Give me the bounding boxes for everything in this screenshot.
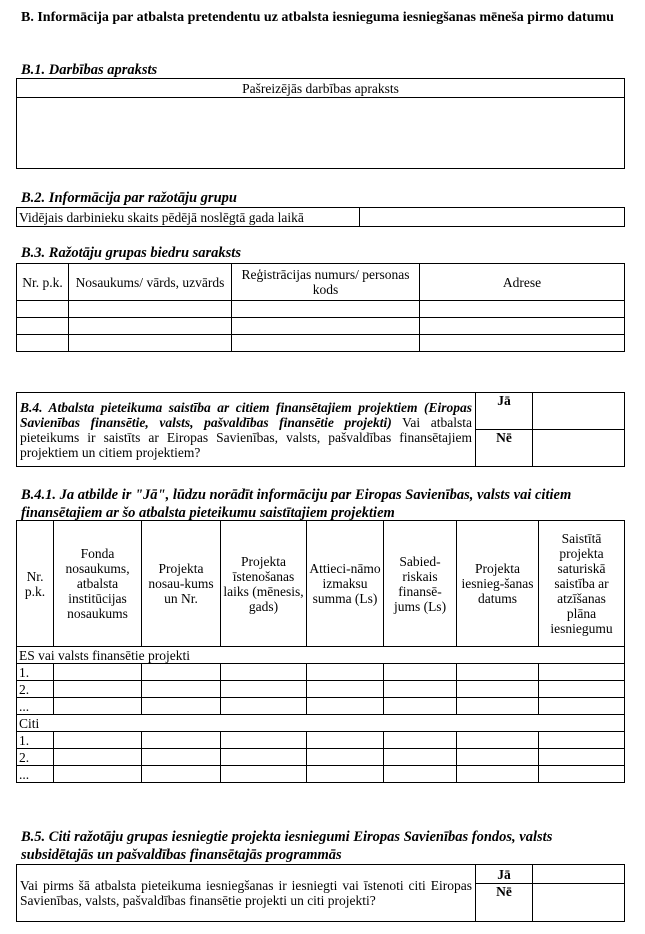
b41-group-other: Citi bbox=[17, 715, 625, 732]
table-cell[interactable] bbox=[420, 318, 625, 335]
table-cell[interactable] bbox=[69, 301, 232, 318]
table-cell[interactable] bbox=[221, 698, 307, 715]
b4-yes-label: Jā bbox=[476, 393, 533, 430]
b41-heading-text: B.4.1. Ja atbilde ir "Jā", lūdzu norādīt informāciju par Eiropas Savienības, valsts vai citiem finansētajiem ar šo atbalsta pieteikumu saistītajiem projektiem bbox=[21, 487, 572, 521]
table-cell[interactable] bbox=[384, 681, 457, 698]
b4-no-label: Nē bbox=[476, 430, 533, 467]
table-row bbox=[17, 301, 625, 318]
row-number: ... bbox=[17, 698, 54, 715]
table-cell[interactable] bbox=[221, 664, 307, 681]
b4-text-cell bbox=[17, 393, 476, 467]
table-cell[interactable] bbox=[54, 749, 142, 766]
b1-table bbox=[16, 78, 625, 169]
b1-header-cell: Pašreizējās darbības apraksts bbox=[17, 79, 625, 98]
table-cell[interactable] bbox=[539, 698, 625, 715]
section-b-title: B. Informācija par atbalsta pretendentu uz atbalsta iesnieguma iesniegšanas mēneša pirmo datumu bbox=[21, 10, 614, 25]
b3-table bbox=[16, 263, 625, 352]
b5-question: Vai pirms šā atbalsta pieteikuma iesniegšanas ir iesniegti vai īstenoti citi Eiropas Savienības, valsts, pašvaldības finansētie projekti un citi projekti? bbox=[17, 865, 476, 922]
b41-table bbox=[16, 520, 625, 783]
table-cell[interactable] bbox=[539, 681, 625, 698]
b41-col-project: Projekta nosau-kums un Nr. bbox=[142, 521, 221, 647]
table-row bbox=[17, 335, 625, 352]
b5-heading-text: B.5. Citi ražotāju grupas iesniegtie projekta iesniegumi Eiropas Savienības fondos, valsts subsidētajās un pašvaldības finansētajās programmās bbox=[21, 829, 553, 863]
row-number: ... bbox=[17, 766, 54, 783]
row-number: 2. bbox=[17, 681, 54, 698]
table-cell[interactable] bbox=[384, 698, 457, 715]
b2-employee-count-field[interactable] bbox=[360, 208, 625, 227]
table-cell[interactable] bbox=[69, 335, 232, 352]
b4-yes-checkbox[interactable] bbox=[533, 393, 625, 430]
b4-no-checkbox[interactable] bbox=[533, 430, 625, 467]
table-cell[interactable] bbox=[307, 698, 384, 715]
table-cell[interactable] bbox=[17, 335, 69, 352]
table-cell[interactable] bbox=[142, 664, 221, 681]
table-cell[interactable] bbox=[420, 335, 625, 352]
table-cell[interactable] bbox=[539, 766, 625, 783]
table-cell[interactable] bbox=[221, 766, 307, 783]
table-cell[interactable] bbox=[384, 766, 457, 783]
table-cell[interactable] bbox=[457, 681, 539, 698]
table-cell[interactable] bbox=[54, 732, 142, 749]
b5-no-checkbox[interactable] bbox=[533, 884, 625, 922]
b41-col-nr: Nr. p.k. bbox=[17, 521, 54, 647]
table-cell[interactable] bbox=[54, 766, 142, 783]
b5-heading bbox=[21, 828, 625, 864]
b2-label-cell: Vidējais darbinieku skaits pēdējā noslēgtā gada laikā bbox=[17, 208, 360, 227]
b5-table bbox=[16, 864, 625, 922]
row-number: 2. bbox=[17, 749, 54, 766]
table-cell[interactable] bbox=[221, 681, 307, 698]
b41-group-es: ES vai valsts finansētie projekti bbox=[17, 647, 625, 664]
table-cell[interactable] bbox=[457, 698, 539, 715]
table-cell[interactable] bbox=[307, 766, 384, 783]
b4-heading: B.4. Atbalsta pieteikuma saistība ar citiem finansētajiem projektiem (Eiropas Savienības finansētie, valsts, pašvaldības finansētie projekti) bbox=[20, 399, 472, 430]
table-cell[interactable] bbox=[221, 749, 307, 766]
table-cell[interactable] bbox=[221, 732, 307, 749]
b5-yes-label: Jā bbox=[476, 865, 533, 884]
b5-no-label: Nē bbox=[476, 884, 533, 922]
b3-heading: B.3. Ražotāju grupas biedru saraksts bbox=[21, 245, 241, 261]
b41-col-fund: Fonda nosaukums, atbalsta institūcijas nosaukums bbox=[54, 521, 142, 647]
b41-col-public-funding: Sabied-riskais finansē-jums (Ls) bbox=[384, 521, 457, 647]
table-row bbox=[17, 732, 625, 749]
table-cell[interactable] bbox=[142, 766, 221, 783]
table-cell[interactable] bbox=[384, 749, 457, 766]
table-cell[interactable] bbox=[457, 766, 539, 783]
table-cell[interactable] bbox=[232, 335, 420, 352]
b41-col-costs: Attieci-nāmo izmaksu summa (Ls) bbox=[307, 521, 384, 647]
table-cell[interactable] bbox=[54, 664, 142, 681]
table-cell[interactable] bbox=[307, 749, 384, 766]
table-cell[interactable] bbox=[232, 318, 420, 335]
table-cell[interactable] bbox=[307, 681, 384, 698]
table-row bbox=[17, 318, 625, 335]
table-row bbox=[17, 681, 625, 698]
table-cell[interactable] bbox=[384, 732, 457, 749]
table-cell[interactable] bbox=[307, 664, 384, 681]
table-cell[interactable] bbox=[539, 664, 625, 681]
table-cell[interactable] bbox=[539, 732, 625, 749]
table-cell[interactable] bbox=[17, 318, 69, 335]
b4-table bbox=[16, 392, 625, 467]
b41-heading bbox=[21, 486, 625, 522]
table-cell[interactable] bbox=[142, 749, 221, 766]
table-cell[interactable] bbox=[17, 301, 69, 318]
row-number: 1. bbox=[17, 732, 54, 749]
table-cell[interactable] bbox=[142, 698, 221, 715]
table-cell[interactable] bbox=[232, 301, 420, 318]
table-cell[interactable] bbox=[420, 301, 625, 318]
b41-col-period: Projekta īstenošanas laiks (mēnesis, gads) bbox=[221, 521, 307, 647]
b3-col-nr: Nr. p.k. bbox=[17, 264, 69, 301]
b3-col-name: Nosaukums/ vārds, uzvārds bbox=[69, 264, 232, 301]
b41-col-date: Projekta iesnieg-šanas datums bbox=[457, 521, 539, 647]
table-cell[interactable] bbox=[384, 664, 457, 681]
table-cell[interactable] bbox=[539, 749, 625, 766]
table-cell[interactable] bbox=[54, 681, 142, 698]
table-row bbox=[17, 664, 625, 681]
table-cell[interactable] bbox=[457, 749, 539, 766]
table-row bbox=[17, 766, 625, 783]
table-cell[interactable] bbox=[142, 681, 221, 698]
b2-heading: B.2. Informācija par ražotāju grupu bbox=[21, 190, 237, 206]
table-cell[interactable] bbox=[69, 318, 232, 335]
table-row bbox=[17, 698, 625, 715]
table-cell[interactable] bbox=[457, 664, 539, 681]
b3-col-address: Adrese bbox=[420, 264, 625, 301]
b1-heading: B.1. Darbības apraksts bbox=[21, 62, 158, 78]
table-cell[interactable] bbox=[54, 698, 142, 715]
table-cell[interactable] bbox=[142, 732, 221, 749]
b5-yes-checkbox[interactable] bbox=[533, 865, 625, 884]
row-number: 1. bbox=[17, 664, 54, 681]
table-row bbox=[17, 749, 625, 766]
b41-col-relation: Saistītā projekta saturiskā saistība ar atzīšanas plāna iesniegumu bbox=[539, 521, 625, 647]
table-cell[interactable] bbox=[457, 732, 539, 749]
b4-question: Vai atbalsta pieteikums ir saistīts ar Eiropas Savienības, valsts, pašvaldības finansētajiem projektiem un citiem projektiem? bbox=[20, 414, 472, 460]
b3-col-reg: Reģistrācijas numurs/ personas kods bbox=[232, 264, 420, 301]
table-cell[interactable] bbox=[307, 732, 384, 749]
b2-table bbox=[16, 207, 625, 227]
b1-description-field[interactable] bbox=[17, 98, 625, 169]
